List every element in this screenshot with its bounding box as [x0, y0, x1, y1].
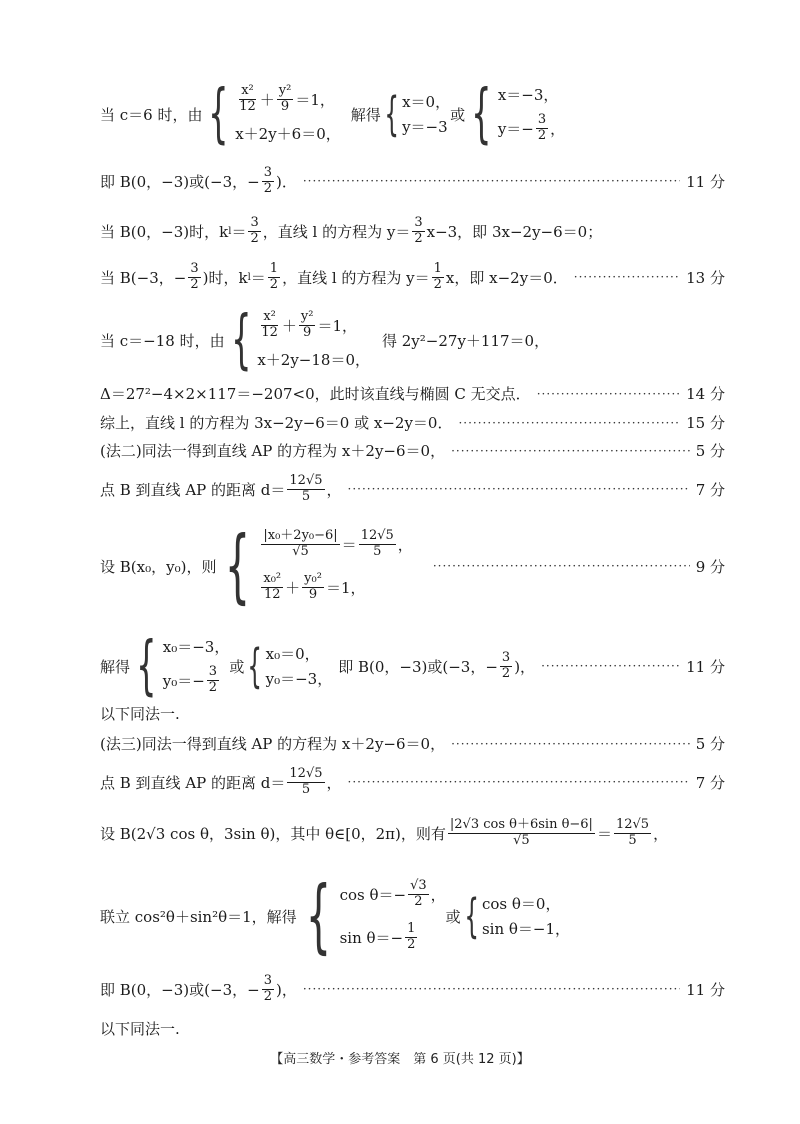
leader-dots — [348, 775, 690, 789]
result-line-11b: 即 B(0，−3)或(−3，− $\frac{3}{2}$ )， ····· 11 分 — [100, 974, 725, 1005]
case-label: 当 c＝6 时，由 — [100, 105, 203, 124]
solution-system-1: { x＝0， y＝−3 — [384, 87, 451, 141]
leader-dots — [348, 482, 690, 496]
result-line-11: 即 B(0，−3)或(−3，− $\frac{3}{2}$ )． ····· 11 分 — [100, 166, 725, 197]
leader-dots — [537, 387, 680, 401]
score-label: 14 分 — [686, 385, 725, 403]
score-label: 13 分 — [686, 268, 725, 287]
case-c-18-system: 当 c＝−18 时，由 { $\frac{\text{x²}}{12}$ ＋ $\frac{\text{y²}}{9}$ ＝1， x＋2y−18＝0， 得 2y²−27y＋117＝0， — [100, 303, 550, 377]
score-label: 5 分 — [695, 442, 725, 460]
page-footer: 【高三数学・参考答案 第 6 页(共 12 页)】 — [270, 1052, 530, 1067]
discriminant-line: Δ＝27²−4×2×117＝−207<0，此时该直线与椭圆 C 无交点． ····· 14 分 — [100, 383, 725, 404]
leader-dots — [303, 174, 680, 188]
leader-dots — [451, 737, 690, 751]
case-c6-system: 当 c＝6 时，由 { $\frac{\text{x²}}{12}$ ＋ $\frac{\text{y²}}{9}$ ＝1， x＋2y＋6＝0， 解得 { x＝0， y＝−3 或 { x＝−3， y＝− $\frac{3}{2}$ ， — [100, 77, 566, 151]
method2-heading: (法二)同法一得到直线 AP 的方程为 x＋2y−6＝0， ····· 5 分 — [100, 440, 725, 461]
score-label: 7 分 — [695, 773, 725, 792]
solution-system-2: { x₀＝0， y₀＝−3， — [247, 639, 333, 693]
score-label: 5 分 — [695, 735, 725, 753]
equation-system: { $\frac{\text{x²}}{12}$ ＋ $\frac{\text{y²}}{9}$ ＝1， x＋2y＋6＝0， — [208, 77, 341, 151]
trig-system-line: 联立 cos²θ＋sin²θ＝1，解得 { cos θ＝− $\frac{√3}{2}$ ， sin θ＝− $\frac{1}{2}$ 或 { cos θ＝0， sin θ＝−1， — [100, 869, 571, 962]
leader-dots — [541, 659, 680, 673]
score-label: 11 分 — [686, 657, 725, 676]
point-b-system: 设 B(x₀，y₀)，则 { $\frac{\text{|x₀＋2y₀−6|}}{√5}$ ＝ $\frac{12√5}{5}$ ， $\frac{\text{x₀²}}{12}$ ＋ $\frac{\text{y₀²}}{9}$ ＝1， ····· 9 分 — [100, 526, 725, 606]
solution-system-1: { x₀＝−3， y₀＝− $\frac{3}{2}$ — [136, 629, 230, 703]
leader-dots — [303, 982, 680, 996]
line-equation-case2: 当 B(−3，− $\frac{3}{2}$ )时，k l ＝ $\frac{1}{2}$ ，直线 l 的方程为 y＝ $\frac{1}{2}$ x，即 x−2y＝0． ····· 13 分 — [100, 262, 725, 293]
solution-line-11: 解得 { x₀＝−3， y₀＝− $\frac{3}{2}$ 或 { x₀＝0， y₀＝−3， 即 B(0，−3)或(−3，− $\frac{3}{2}$ )， ····· 11 分 — [100, 634, 725, 698]
method3-heading: (法三)同法一得到直线 AP 的方程为 x＋2y−6＝0， ····· 5 分 — [100, 733, 725, 754]
score-label: 9 分 — [695, 557, 725, 576]
same-as-method1: 以下同法一. — [100, 705, 180, 723]
leader-dots — [451, 444, 690, 458]
summary-line: 综上，直线 l 的方程为 3x−2y−6＝0 或 x−2y＝0． ····· 15 分 — [100, 412, 725, 433]
equation-system: { $\frac{\text{x²}}{12}$ ＋ $\frac{\text{y²}}{9}$ ＝1， x＋2y−18＝0， — [230, 303, 370, 377]
score-label: 7 分 — [695, 480, 725, 499]
leader-dots — [433, 559, 690, 573]
equation-system: { $\frac{\text{|x₀＋2y₀−6|}}{√5}$ ＝ $\frac{12√5}{5}$ ， $\frac{\text{x₀²}}{12}$ ＋ $\frac{\text{y₀²}}{9}$ ＝1， — [225, 519, 413, 612]
distance-line: 点 B 到直线 AP 的距离 d＝ $\frac{12√5}{5}$ ， ····· 7 分 — [100, 767, 725, 798]
parametric-line: 设 B(2√3 cos θ，3sin θ)，其中 θ∈[0，2π)，则有 $\frac{\text{|2√3 cos θ＋6sin θ−6|}}{√5}$ ＝ $\frac{12√5}{5}$ ， — [100, 817, 669, 848]
score-label: 11 分 — [686, 172, 725, 191]
leader-dots — [574, 270, 680, 284]
leader-dots — [458, 416, 680, 430]
trig-solution-2: { cos θ＝0， sin θ＝−1， — [464, 889, 571, 943]
line-equation-case1: 当 B(0，−3)时，k l ＝ $\frac{3}{2}$ ，直线 l 的方程为 y＝ $\frac{3}{2}$ x−3，即 3x−2y−6＝0； — [100, 215, 603, 246]
trig-solution-1: { cos θ＝− $\frac{√3}{2}$ ， sin θ＝− $\frac{1}{2}$ — [305, 869, 446, 962]
solution-system-2: { x＝−3， y＝− $\frac{3}{2}$ ， — [471, 77, 566, 151]
score-label: 15 分 — [686, 414, 725, 432]
score-label: 11 分 — [686, 980, 725, 999]
distance-line: 点 B 到直线 AP 的距离 d＝ $\frac{12√5}{5}$ ， ····· 7 分 — [100, 474, 725, 505]
same-as-method1: 以下同法一. — [100, 1020, 180, 1038]
